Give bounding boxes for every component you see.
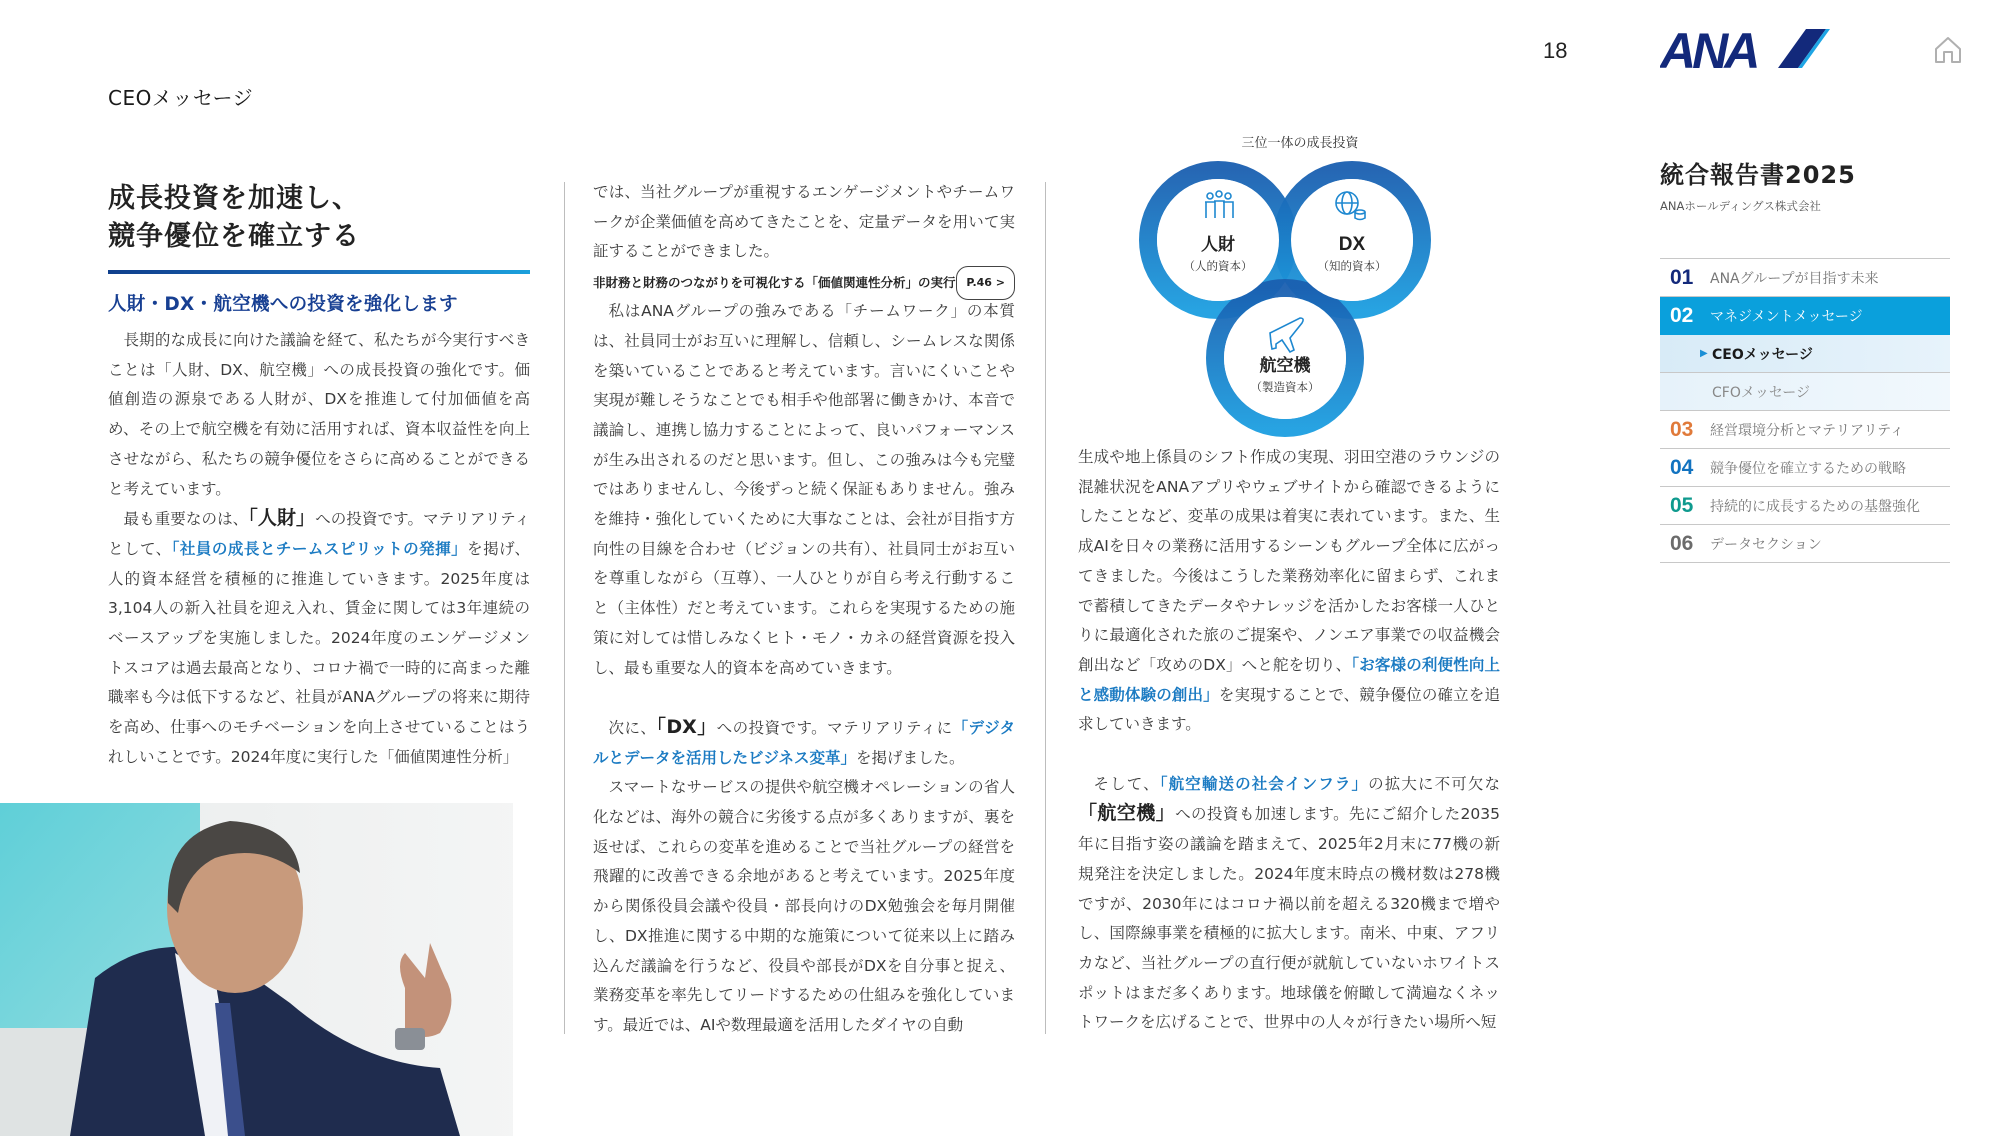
toc-item-03[interactable]: 03 経営環境分析とマテリアリティ [1660, 411, 1950, 449]
company-name: ANAホールディングス株式会社 [1660, 199, 1821, 213]
materiality-highlight: 「デジタルとデータを活用したビジネス変革」 [593, 718, 1016, 767]
analysis-minihead [593, 271, 1015, 295]
materiality-highlight: 「社員の成長とチームスピリットの発揮」 [171, 539, 468, 558]
materiality-highlight: 「お客様の利便性向上と感動体験の創出」 [1078, 655, 1500, 704]
paragraph-continued: では、当社グループが重視するエンゲージメントやチームワークが企業価値を高めてきたことを、定量データを用いて実証することができました。 [593, 183, 1015, 261]
toc-item-06[interactable]: 06 データセクション [1660, 525, 1950, 563]
title-rule [108, 270, 530, 274]
page-number: 18 [1543, 38, 1568, 63]
svg-text:人財: 人財 [1201, 235, 1235, 255]
growth-investment-diagram [1130, 128, 1470, 443]
toc-item-02[interactable]: 02 マネジメントメッセージ [1660, 297, 1950, 335]
column-2 [593, 178, 1015, 1041]
toc-item-04[interactable]: 04 競争優位を確立するための戦略 [1660, 449, 1950, 487]
home-icon[interactable] [1934, 36, 1962, 64]
title-line-1: 成長投資を加速し、 [108, 183, 360, 214]
ana-logo[interactable] [1660, 27, 1830, 71]
paragraph: そして、「航空輸送の社会インフラ」の拡大に不可欠な「航空機」への投資も加速します。先にご紹介した2035年に目指す姿の議論を踏まえて、2025年2月末に77機の新規発注を決定しました。2024年度末時点の機材数は278機ですが、2030年にはコロナ禍以前を超える320機まで増やし、国際線事業を積極的に拡大します。南米、中東、アフリカなど、当社グループの直行便が就航していないホワイトスポットはまだ多くあります。地球儀を俯瞰して満遍なくネットワークを広げることで、世界中の人々が行きたい場所へ短 [1078, 774, 1500, 1032]
toc-sub-ceo-message[interactable]: ▶ CEOメッセージ [1660, 335, 1950, 373]
paragraph: 私はANAグループの強みである「チームワーク」の本質は、社員同士がお互いに理解し、信頼し、シームレスな関係を築いていることであると考えています。言いにくいことや実現が難しそうなことでも相手や他部署に働きかけ、本音で議論し、連携し協力することによって、良いパフォーマンスが生み出されるのだと思います。但し、この強みは今も完璧ではありませんし、今後ずっと続く保証もありません。強みを維持・強化していくために大事なことは、会社が目指す方向性の目線を合わせ（ビジョンの共有）、社員同士がお互いを尊重しながら（互尊）、一人ひとりが自ら考え行動すること（主体性）だと考えています。これらを実現するための施策に対しては惜しみなくヒト・モノ・カネの経営資源を投入し、最も重要な人的資本を高めていきます。 [593, 302, 1015, 677]
minihead-label: 非財務と財務のつながりを可視化する「価値関連性分析」の実行 [593, 275, 956, 291]
paragraph: スマートなサービスの提供や航空機オペレーションの省人化などは、海外の競合に劣後する点が多くありますが、裏を返せば、これらの変革を進めることで当社グループの経営を飛躍的に改善できる余地があると考えています。2025年度から関係役員会議や役員・部長向けのDX勉強会を毎月開催し、DX推進に関する中期的な施策について従来以上に踏み込んだ議論を行うなど、役員や部長がDXを自分事と捉え、業務変革を率先してリードするための仕組みを強化しています。最近では、AIや数理最適を活用したダイヤの自動 [593, 778, 1015, 1034]
emphasis: 「航空機」 [1078, 802, 1176, 825]
logo-text [1660, 27, 1757, 71]
toc-item-01[interactable]: 01 ANAグループが目指す未来 [1660, 259, 1950, 297]
current-marker-icon: ▶ [1700, 348, 1708, 359]
paragraph-continued: 生成や地上係員のシフト作成の実現、羽田空港のラウンジの混雑状況をANAアプリやウェブサイトから確認できるようにしたことなど、変革の成果は着実に表れています。また、生成AIを日々の業務に活用するシーンもグループ全体に広がってきました。今後はこうした業務効率化に留まらず、これまで蓄積してきたデータやナレッジを活かしたお客様一人ひとりに最適化された旅のご提案や、ノンエア事業での収益機会創出など「攻めのDX」へと舵を切り、「お客様の利便性向上と感動体験の創出」を実現することで、競争優位の確立を追求していきます。 [1078, 448, 1500, 734]
table-of-contents [1660, 258, 1950, 563]
toc-item-05[interactable]: 05 持続的に成長するための基盤強化 [1660, 487, 1950, 525]
toc-sub-cfo-message[interactable]: CFOメッセージ [1660, 373, 1950, 411]
paragraph: 次に、「DX」への投資です。マテリアリティに「デジタルとデータを活用したビジネス変革」を掲げました。 [593, 715, 1016, 767]
paragraph: 長期的な成長に向けた議論を経て、私たちが今実行すべきことは「人財、DX、航空機」への成長投資の強化です。価値創造の源泉である人財が、DXを推進して付加価値を高め、その上で航空機を有効に活用すれば、資本収益性を向上させながら、私たちの競争優位をさらに高めることができると考えています。 [108, 331, 530, 498]
column-3 [1078, 443, 1500, 1038]
svg-text:航空機: 航空機 [1259, 356, 1311, 376]
subtitle: 人財・DX・航空機への投資を強化します [108, 294, 458, 315]
svg-text:（知的資本）: （知的資本） [1317, 259, 1387, 273]
page-ref-link[interactable]: P.46 > [956, 266, 1015, 300]
section-label: CEOメッセージ [108, 86, 254, 110]
report-title: 統合報告書2025 [1660, 161, 1856, 189]
paragraph: 最も重要なのは、「人財」への投資です。マテリアリティとして、「社員の成長とチームスピリットの発揮」を掲げ、人的資本経営を積極的に推進していきます。2025年度は3,104人の新入社員を迎え入れ、賃金に関しては3年連続のベースアップを実施しました。2024年度のエンゲージメントスコアは過去最高となり、コロナ禍で一時的に高まった離職率も今は低下するなど、社員がANAグループの将来に期待を高め、仕事へのモチベーションを向上させていることはうれしいことです。2024年度に実行した「価値関連性分析」 [108, 507, 530, 766]
materiality-highlight: 「航空輸送の社会インフラ」 [1159, 774, 1369, 793]
emphasis: 「人財」 [248, 507, 316, 530]
emphasis: 「DX」 [656, 715, 717, 738]
svg-text:（製造資本）: （製造資本） [1250, 380, 1320, 394]
page-title [108, 180, 530, 256]
column-1 [108, 180, 530, 773]
svg-text:（人的資本）: （人的資本） [1183, 259, 1253, 273]
report-sidebar [1660, 155, 1950, 563]
body-text [108, 326, 530, 773]
title-line-2: 競争優位を確立する [108, 221, 360, 252]
diagram-title: 三位一体の成長投資 [1241, 136, 1359, 151]
column-divider [1045, 182, 1046, 1034]
svg-text:DX: DX [1338, 234, 1366, 255]
column-divider [564, 182, 565, 1034]
svg-text:ANA: ANA [1660, 27, 1757, 71]
ceo-photo [0, 803, 528, 1136]
